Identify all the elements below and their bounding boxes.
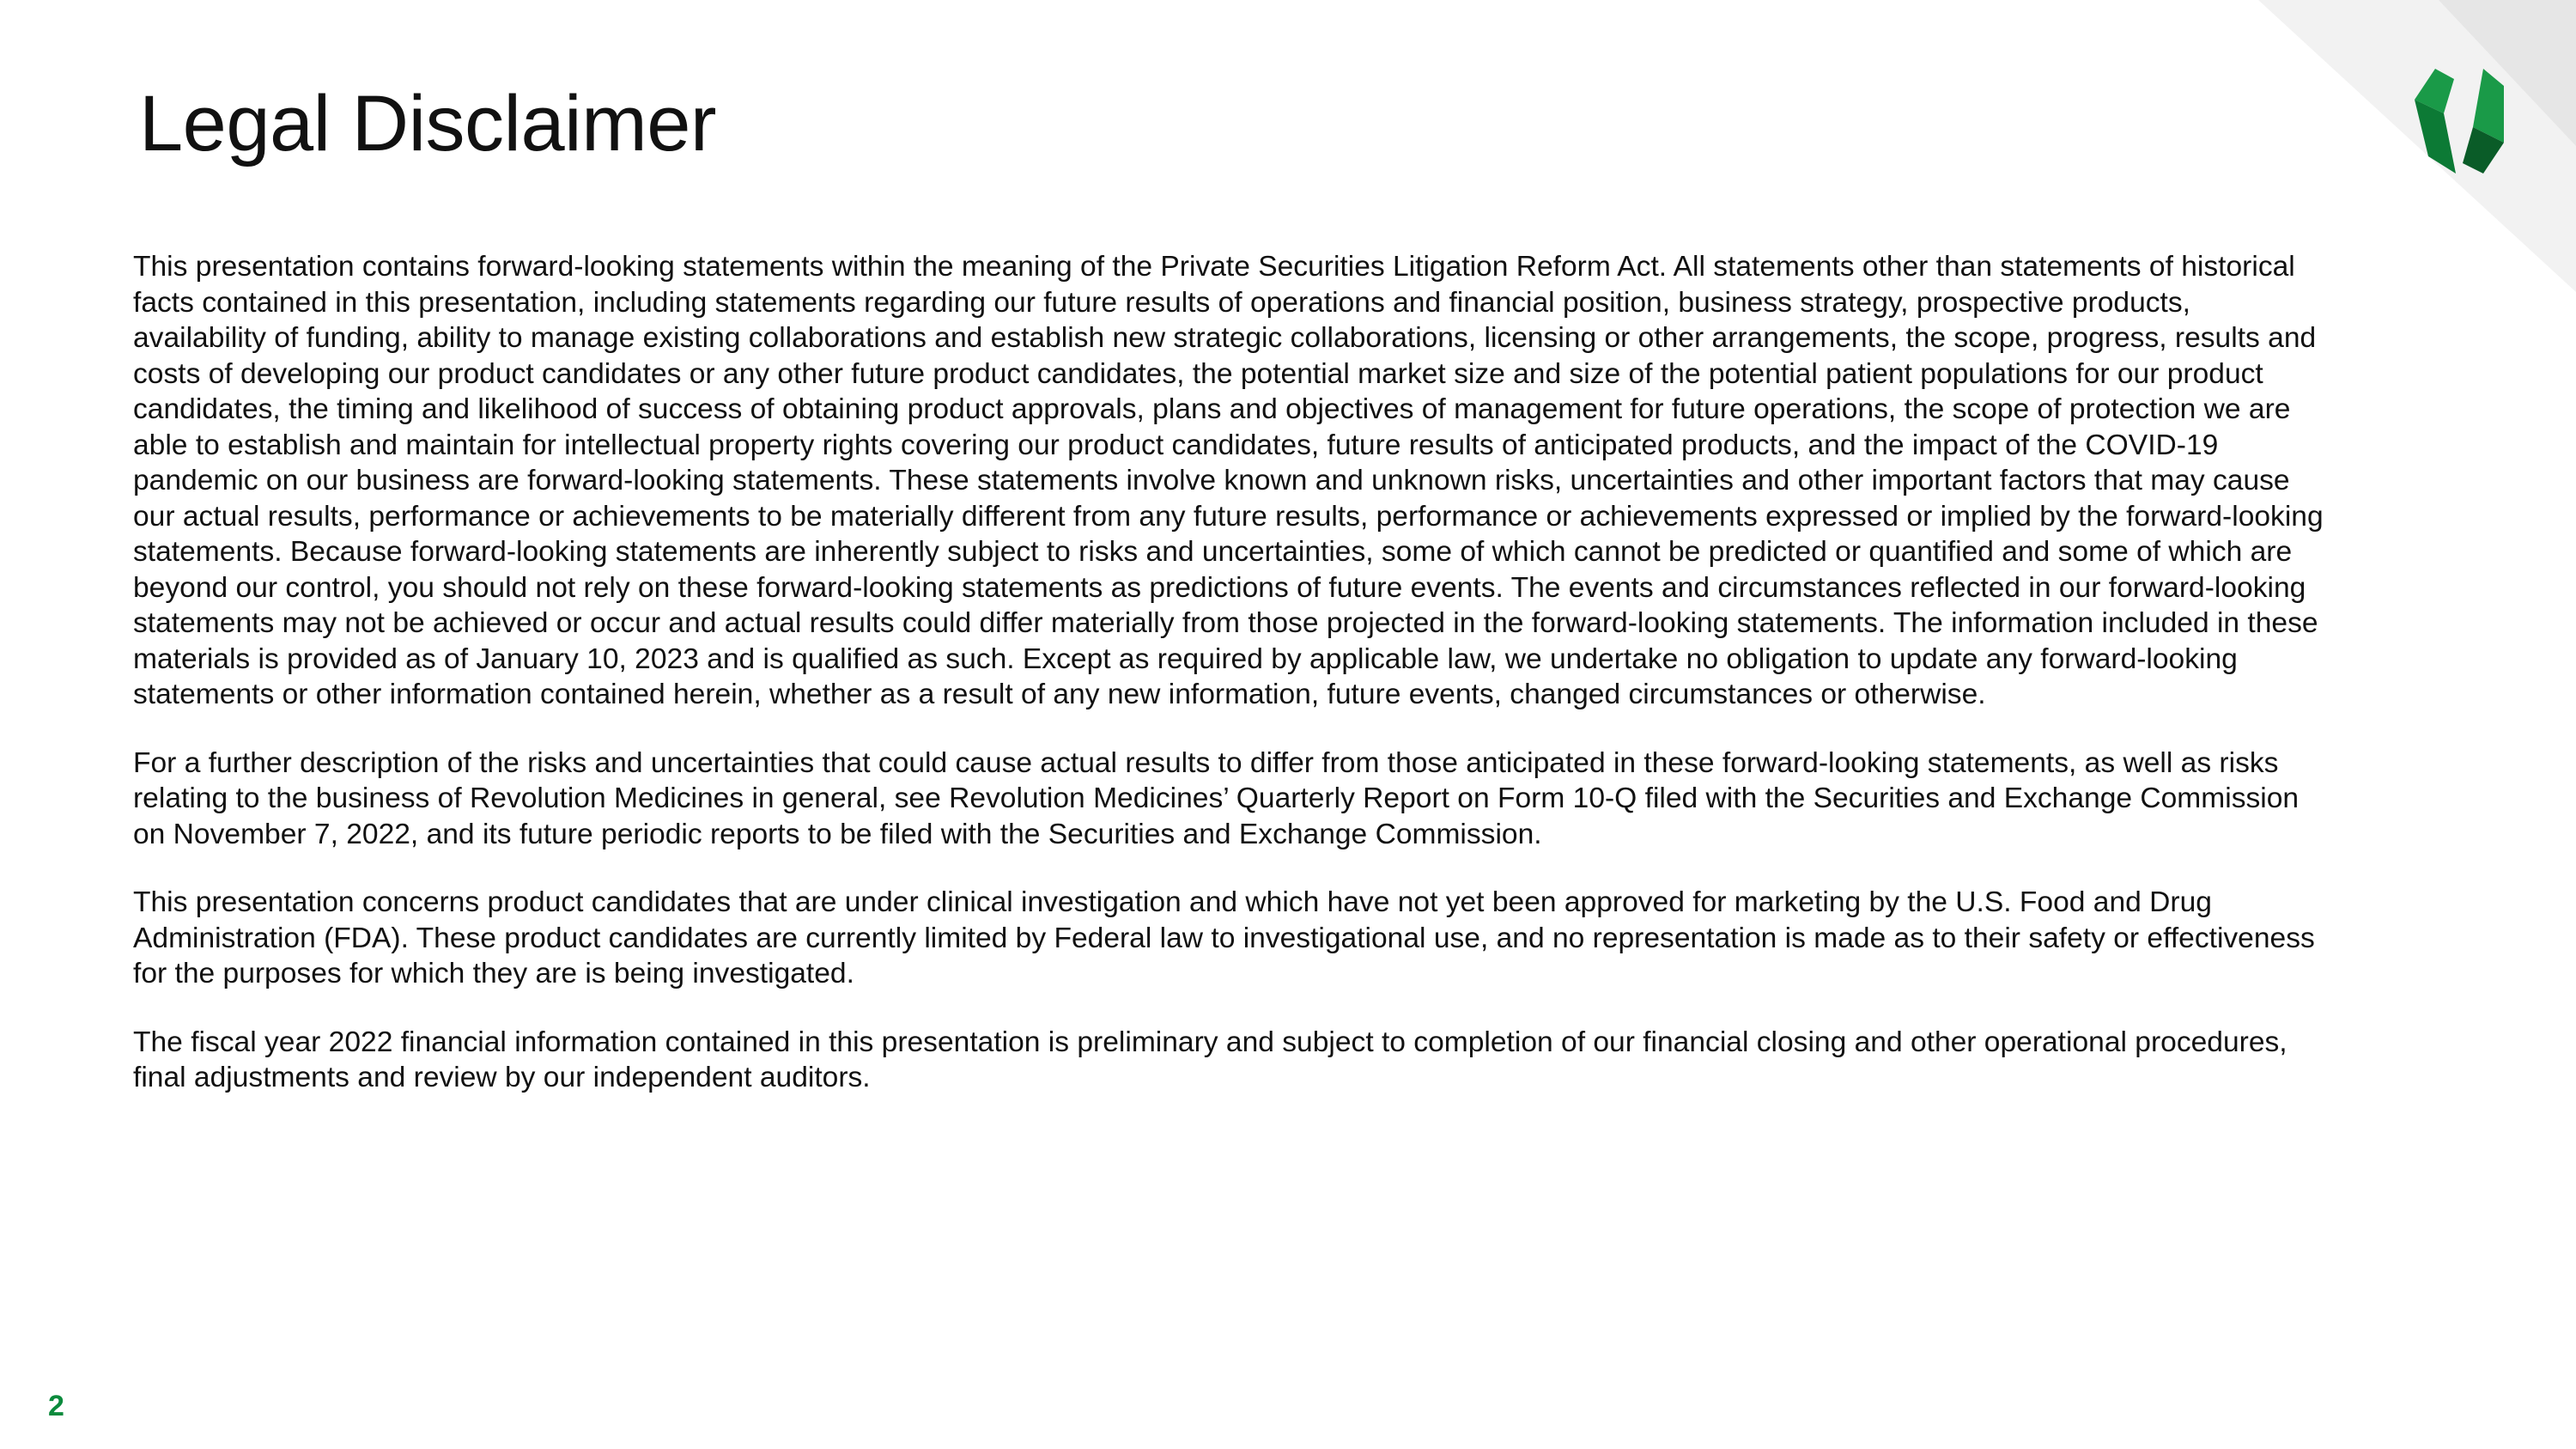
- disclaimer-paragraph: The fiscal year 2022 financial information contained in this presentation is preliminary and subject to completion of our financial closing and other operational procedures, final adjustments and review by our independent auditors.: [133, 1026, 2287, 1093]
- disclaimer-paragraph: This presentation concerns product candidates that are under clinical investigation and which have not yet been approved for marketing by the U.S. Food and Drug Administration (FDA). These product candidates are currently limited by Federal law to investigational use, and no representation is made as to their safety or effectiveness for the purposes for which they are is being investigated.: [133, 886, 2315, 989]
- disclaimer-body: [133, 249, 2327, 1129]
- disclaimer-paragraph: For a further description of the risks and uncertainties that could cause actual results to differ from those anticipated in these forward-looking statements, as well as risks relating to the business of Revolution Medicines in general, see Revolution Medicines’ Quarterly Report on Form 10-Q filed with the Securities and Exchange Commission on November 7, 2022, and its future periodic reports to be filed with the Securities and Exchange Commission.: [133, 746, 2300, 850]
- page-number: 2: [48, 1390, 64, 1422]
- corner-decoration: [2233, 0, 2576, 292]
- page-title: Legal Disclaimer: [139, 80, 717, 167]
- disclaimer-paragraph: This presentation contains forward-looking statements within the meaning of the Private Securities Litigation Reform Act. All statements other than statements of historical facts contained in this presentation, including statements regarding our future results of operations and financial position, business strategy, prospective products, availability of funding, ability to manage existing collaborations and establish new strategic collaborations, licensing or other arrangements, the scope, progress, results and costs of developing our product candidates or any other future product candidates, the potential market size and size of the potential patient populations for our product candidates, the timing and likelihood of success of obtaining product approvals, plans and objectives of management for future operations, the scope of protection we are able to establish and maintain for intellectual property rights covering our product candidates, future results of anticipated products, and the impact of the COVID-19 pandemic on our business are forward-looking statements. These statements involve known and unknown risks, uncertainties and other important factors that may cause our actual results, performance or achievements to be materially different from any future results, performance or achievements expressed or implied by the forward-looking statements. Because forward-looking statements are inherently subject to risks and uncertainties, some of which cannot be predicted or quantified and some of which are beyond our control, you should not rely on these forward-looking statements as predictions of future events. The events and circumstances reflected in our forward-looking statements may not be achieved or occur and actual results could differ materially from those projected in the forward-looking statements. The information included in these materials is provided as of January 10, 2023 and is qualified as such. Except as required by applicable law, we undertake no obligation to update any forward-looking statements or other information contained herein, whether as a result of any new information, future events, changed circumstances or otherwise.: [133, 251, 2324, 710]
- company-logo-icon: [2411, 67, 2507, 175]
